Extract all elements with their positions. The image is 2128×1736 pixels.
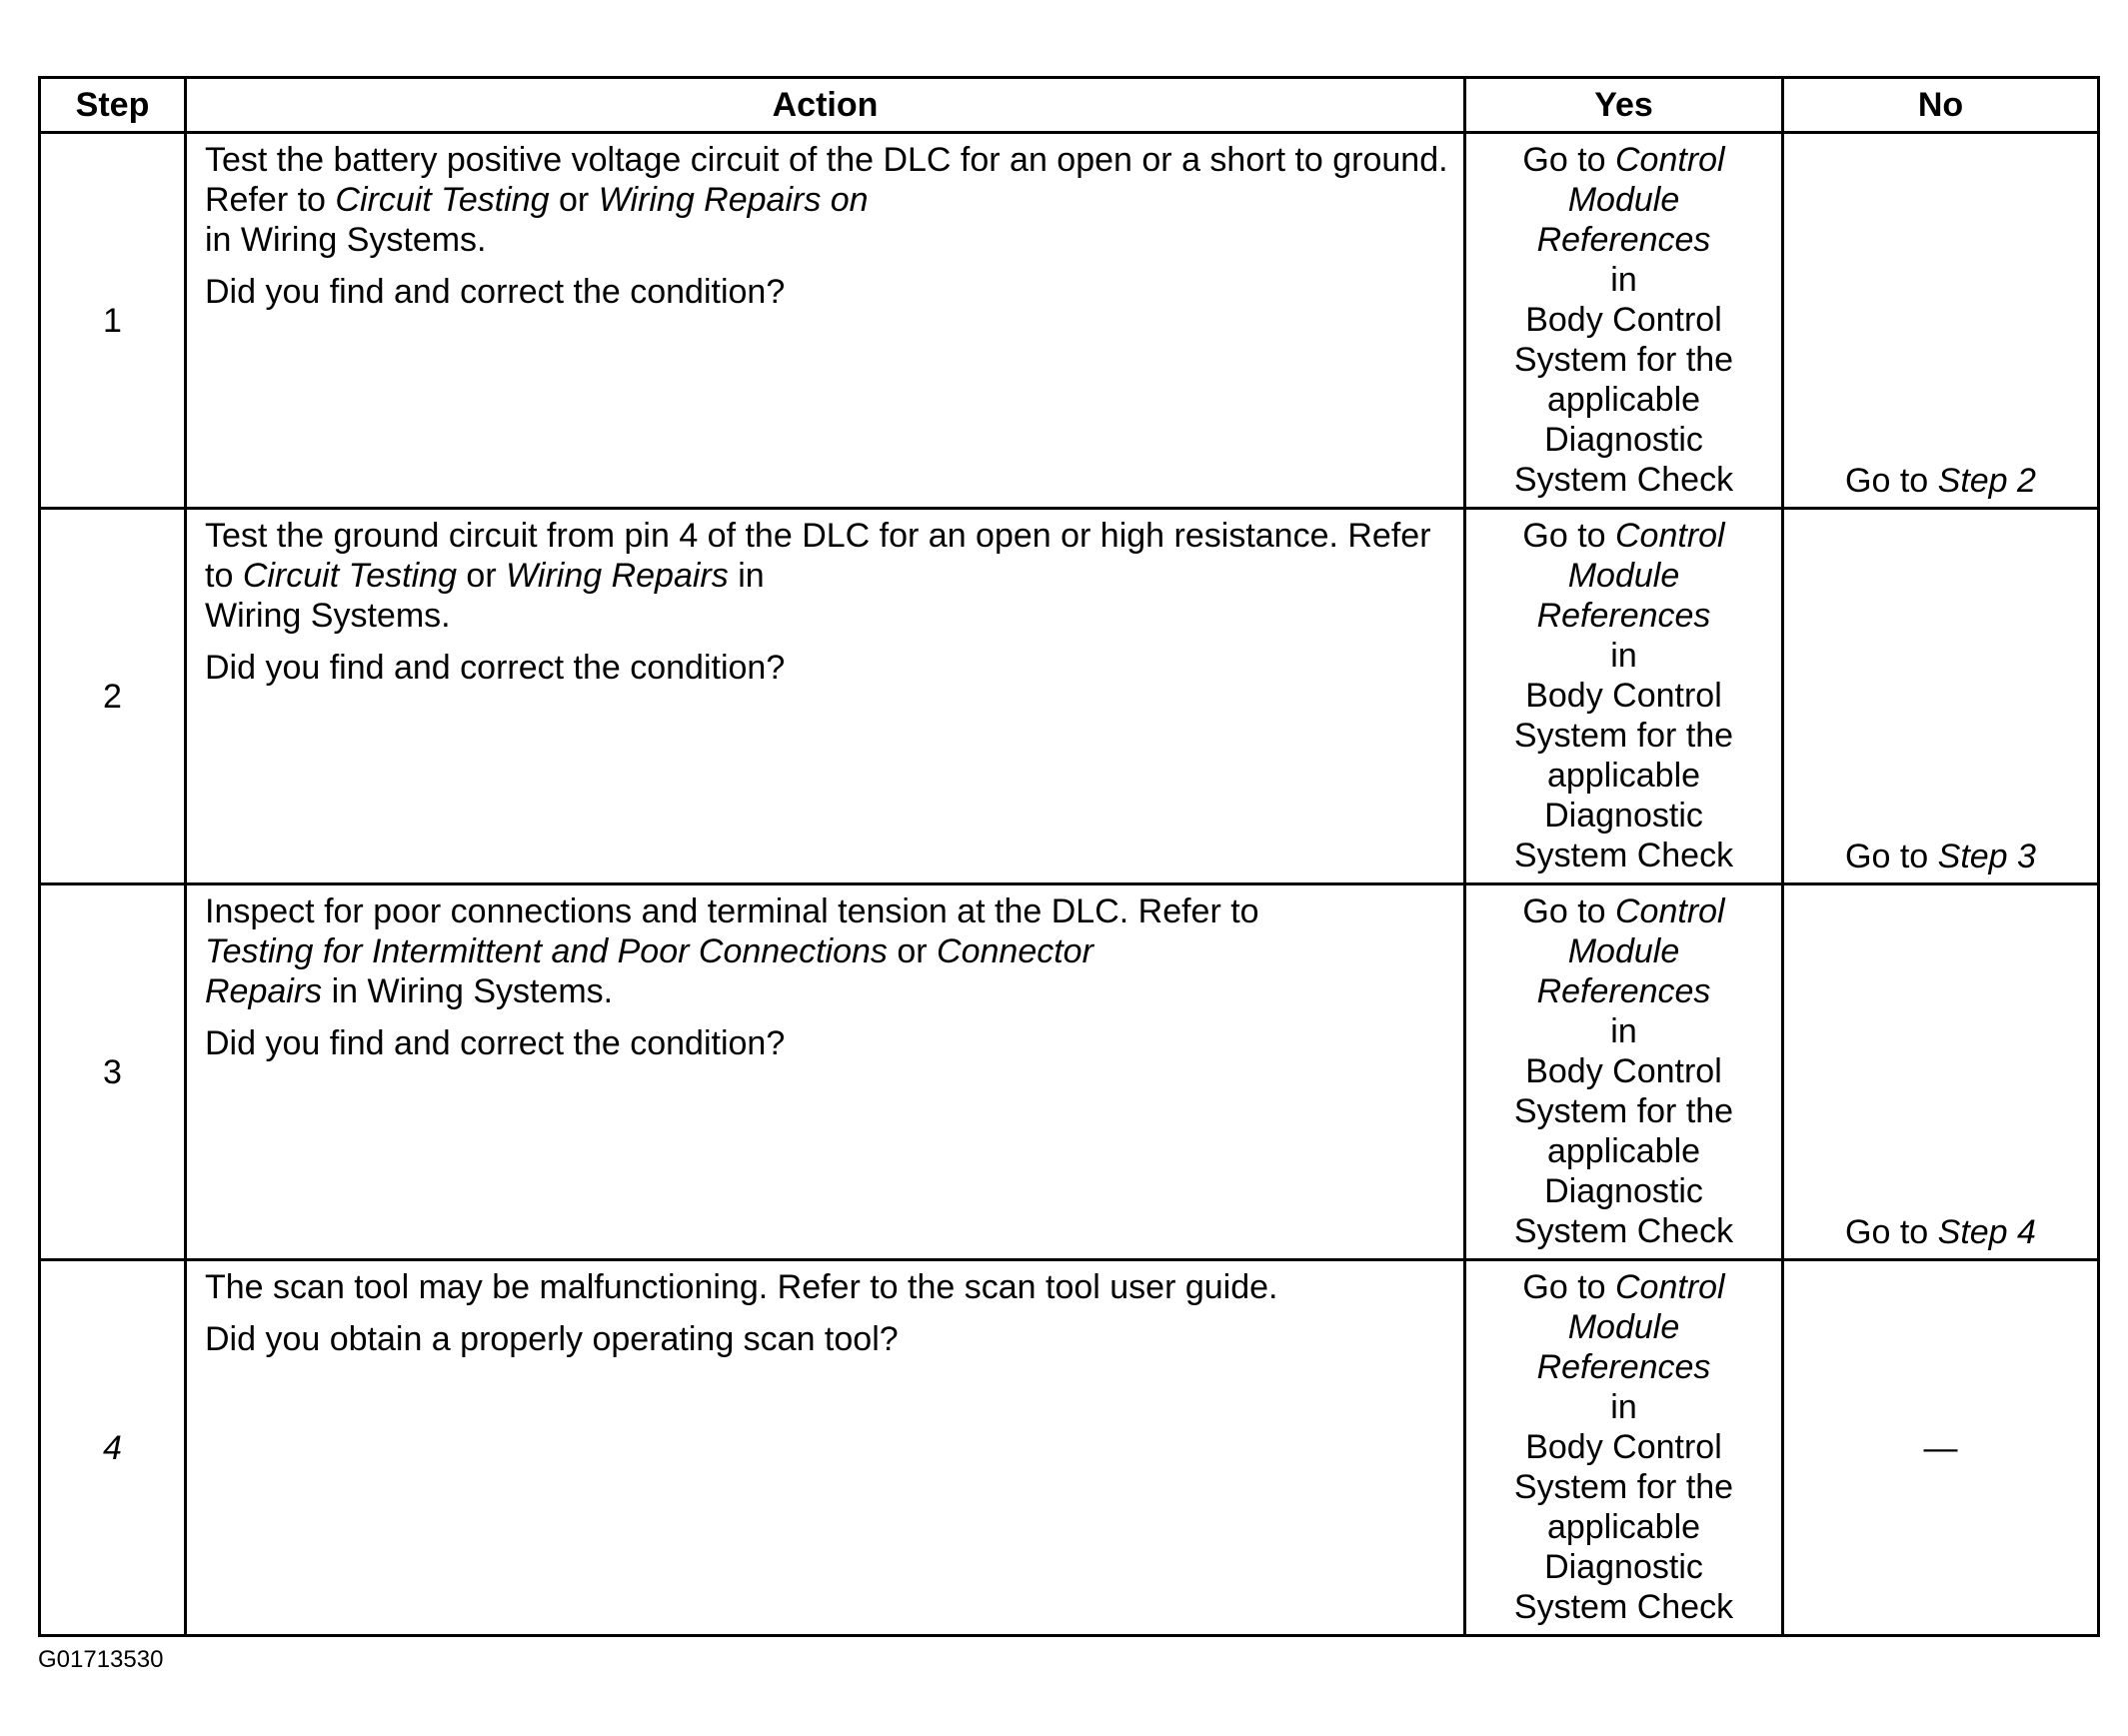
step-number: 1 [40, 133, 186, 509]
action-instruction: Test the battery positive voltage circuit of the DLC for an open or a short to ground. Refer to Circuit Testing or Wiring Repairs on in Wiring Systems. [205, 141, 1448, 259]
action-cell [186, 1260, 1465, 1636]
yes-cell: Go to Control Module References in Body Control System for the applicable Diagnostic System Check [1465, 509, 1783, 884]
action-question: Did you find and correct the condition? [205, 1024, 786, 1062]
table-header-row [40, 78, 2099, 133]
no-cell: Go to Step 2 [1783, 133, 2099, 509]
header-yes: Yes [1465, 78, 1783, 133]
header-step: Step [40, 78, 186, 133]
table-row [40, 884, 2099, 1260]
table-row [40, 509, 2099, 884]
no-cell: Go to Step 4 [1783, 884, 2099, 1260]
action-instruction: The scan tool may be malfunctioning. Refer to the scan tool user guide. [205, 1268, 1278, 1306]
action-cell [186, 509, 1465, 884]
header-no: No [1783, 78, 2099, 133]
yes-cell: Go to Control Module References in Body Control System for the applicable Diagnostic System Check [1465, 884, 1783, 1260]
action-instruction: Inspect for poor connections and terminal tension at the DLC. Refer to Testing for Intermittent and Poor Connections or Connector Repairs in Wiring Systems. [205, 892, 1259, 1010]
table-row [40, 1260, 2099, 1636]
action-instruction: Test the ground circuit from pin 4 of the DLC for an open or high resistance. Refer to Circuit Testing or Wiring Repairs in Wiring Systems. [205, 517, 1431, 635]
yes-cell: Go to Control Module References in Body Control System for the applicable Diagnostic System Check [1465, 1260, 1783, 1636]
diagnostic-table [38, 76, 2100, 1637]
step-number: 2 [40, 509, 186, 884]
header-action: Action [186, 78, 1465, 133]
table-row [40, 133, 2099, 509]
figure-id: G01713530 [38, 1646, 164, 1673]
action-question: Did you find and correct the condition? [205, 649, 786, 687]
action-question: Did you obtain a properly operating scan tool? [205, 1320, 899, 1358]
no-cell: Go to Step 3 [1783, 509, 2099, 884]
yes-cell: Go to Control Module References in Body Control System for the applicable Diagnostic System Check [1465, 133, 1783, 509]
no-cell: — [1783, 1260, 2099, 1636]
action-question: Did you find and correct the condition? [205, 273, 786, 311]
step-number: 3 [40, 884, 186, 1260]
step-number: 4 [40, 1260, 186, 1636]
action-cell [186, 884, 1465, 1260]
action-cell [186, 133, 1465, 509]
